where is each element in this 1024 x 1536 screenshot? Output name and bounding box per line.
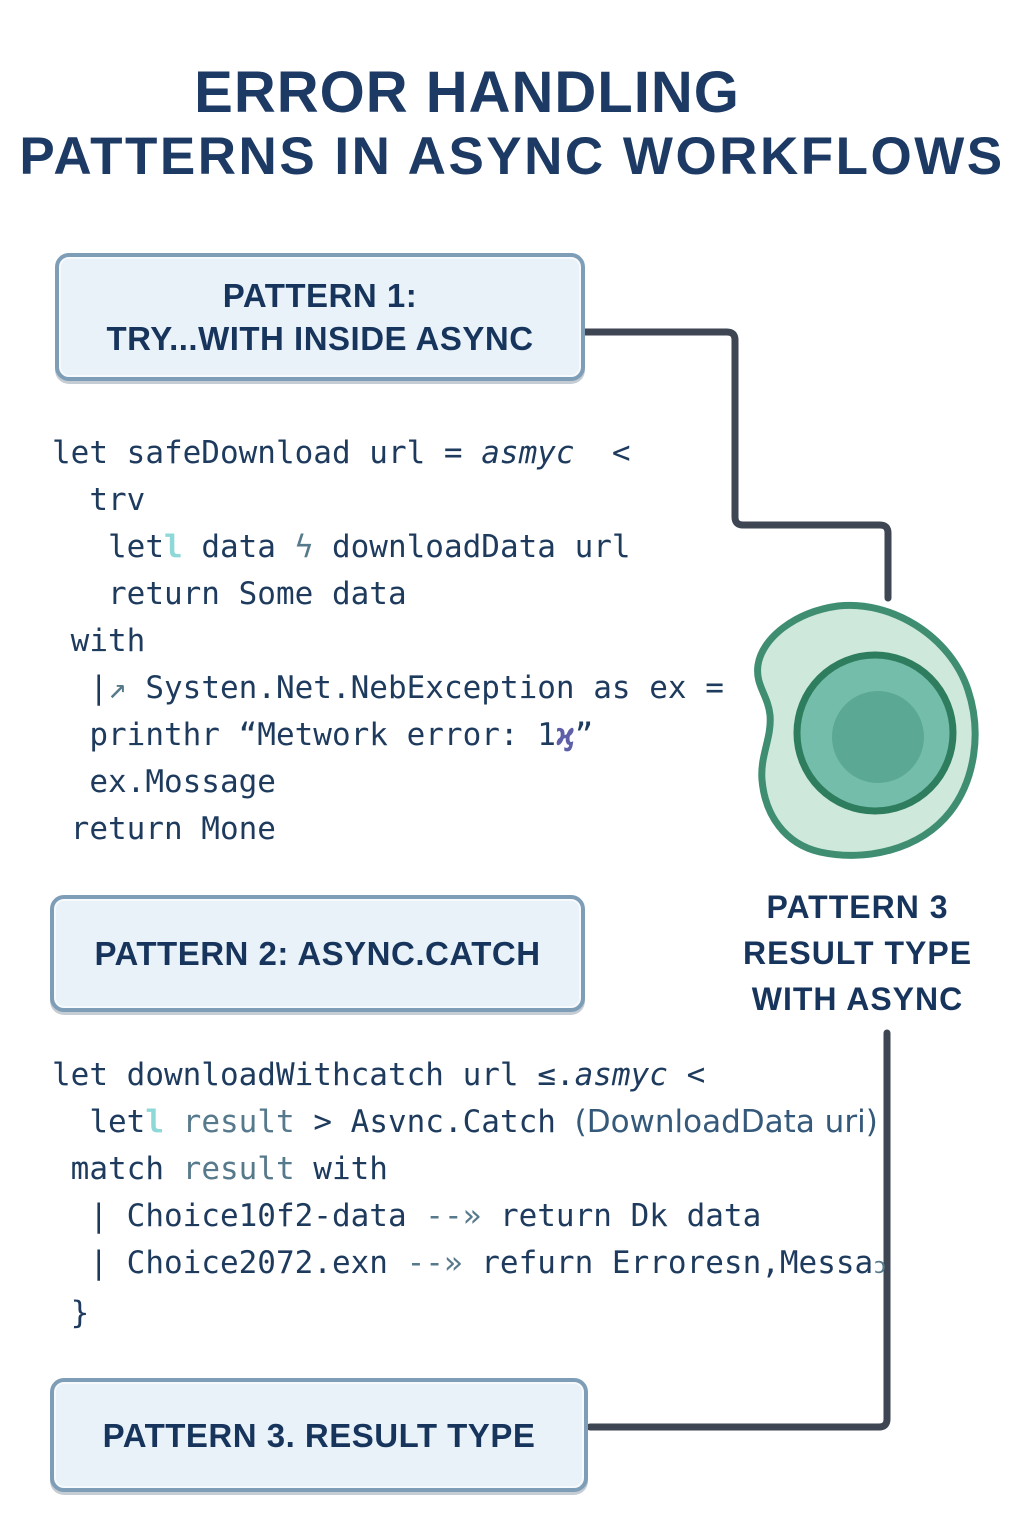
code-line: letl data ϟ downloadData url xyxy=(52,529,631,565)
pattern1-label-line2: TRY...WITH INSIDE ASYNC xyxy=(106,320,534,357)
code-line: letl result > Asvnc.Catch (DownloadData uri) xyxy=(52,1104,878,1140)
code-line: match result with xyxy=(52,1151,388,1187)
code-line: return Mone xyxy=(52,811,276,847)
cell-illustration xyxy=(758,605,976,855)
code-line: | Choice2072.exn --» refurn Erroresn,Messaɔ xyxy=(52,1245,887,1281)
code-line: printhr “Metwork error: 1ϗ” xyxy=(52,717,594,753)
code-block-pattern2 xyxy=(52,1052,887,1337)
code-line: let downloadWithcatch url ≤.asmyc < xyxy=(52,1057,706,1093)
code-line: | Choice10f2-data --» return Dk data xyxy=(52,1198,762,1234)
code-line: |↗ Systen.Net.NebException as ex = xyxy=(52,670,724,706)
page-title xyxy=(0,60,1024,188)
page-title-line1: ERROR HANDLING xyxy=(194,60,740,125)
code-block-pattern1 xyxy=(52,430,724,853)
pattern3-side-label-line2: RESULT TYPE xyxy=(742,935,973,971)
code-line: } xyxy=(52,1295,90,1331)
cell-nucleolus xyxy=(832,691,924,783)
pattern3-side-label-line1: PATTERN 3 xyxy=(766,889,949,925)
page-title-line2: PATTERNS IN ASYNC WORKFLOWS xyxy=(19,127,1005,186)
pattern3-side-label-line3: WITH ASYNC xyxy=(751,981,964,1017)
pattern3-side-label xyxy=(735,884,980,1022)
code-line: return Some data xyxy=(52,576,407,612)
pattern1-box xyxy=(55,253,585,381)
pattern2-label: PATTERN 2: ASYNC.CATCH xyxy=(94,935,541,972)
code-line: trv xyxy=(52,482,146,518)
code-line: let safeDownload url = asmyc < xyxy=(52,435,631,471)
pattern2-box xyxy=(50,895,585,1012)
pattern3-box xyxy=(50,1378,588,1492)
pattern1-label-line1: PATTERN 1: xyxy=(222,277,418,314)
code-line: ex.Mossage xyxy=(52,764,276,800)
pattern3-label: PATTERN 3. RESULT TYPE xyxy=(102,1416,536,1454)
code-line: with xyxy=(52,623,146,659)
